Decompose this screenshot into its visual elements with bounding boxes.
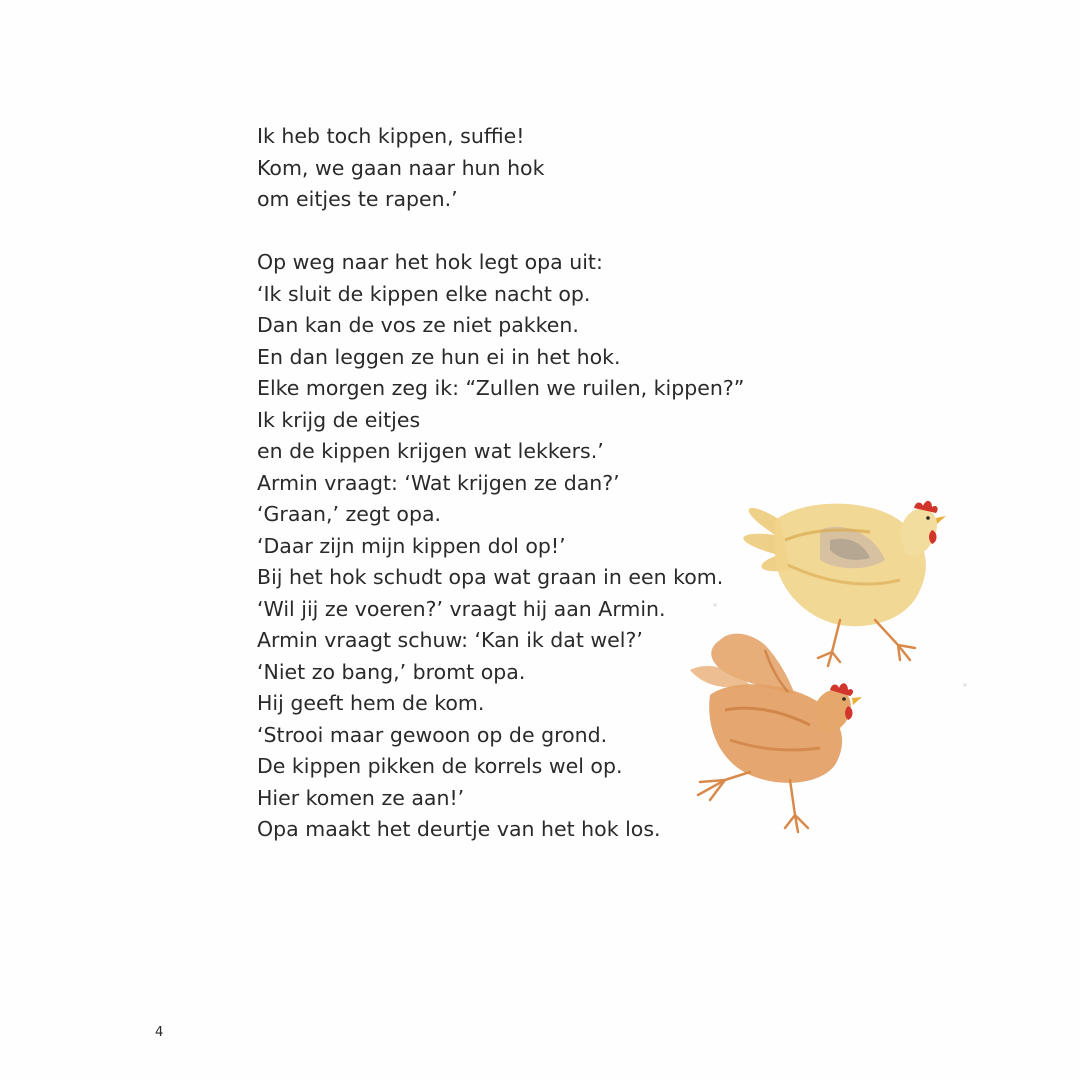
text-line: Ik krijg de eitjes: [257, 407, 421, 432]
paragraph-1: [257, 121, 817, 216]
text-line: ‘Graan,’ zegt opa.: [257, 502, 442, 526]
text-line: en de kippen krijgen wat lekkers.’: [257, 439, 604, 463]
text-line: Opa maakt het deurtje van het hok los.: [257, 817, 661, 841]
text-line: ‘Ik sluit de kippen elke nacht op.: [257, 281, 591, 306]
text-line: ‘Niet zo bang,’ bromt opa.: [257, 659, 526, 684]
text-line: Hij geeft hem de kom.: [257, 691, 485, 715]
brown-chicken: [690, 634, 862, 832]
text-line: Elke morgen zeg ik: “Zullen we ruilen, kippen?”: [257, 376, 745, 400]
page-number: 4: [155, 1025, 164, 1040]
text-line: Dan kan de vos ze niet pakken.: [257, 313, 579, 337]
text-line: Hier komen ze aan!’: [257, 785, 465, 810]
text-line: ‘Daar zijn mijn kippen dol op!’: [257, 533, 566, 558]
text-line: om eitjes te rapen.’: [257, 187, 458, 211]
text-line: En dan leggen ze hun ei in het hok.: [257, 344, 621, 369]
text-line: Armin vraagt schuw: ‘Kan ik dat wel?’: [257, 628, 643, 652]
text-line: ‘Wil jij ze voeren?’ vraagt hij aan Armin.: [257, 596, 666, 621]
text-line: De kippen pikken de korrels wel op.: [257, 754, 623, 778]
chickens-illustration: [670, 480, 980, 850]
text-line: Op weg naar het hok legt opa uit:: [257, 250, 603, 274]
text-line: Ik heb toch kippen, suffie!: [257, 124, 525, 148]
text-line: Bij het hok schudt opa wat graan in een kom.: [257, 565, 724, 589]
text-line: Kom, we gaan naar hun hok: [257, 155, 545, 180]
text-line: Armin vraagt: ‘Wat krijgen ze dan?’: [257, 470, 620, 495]
text-line: ‘Strooi maar gewoon op de grond.: [257, 722, 608, 747]
